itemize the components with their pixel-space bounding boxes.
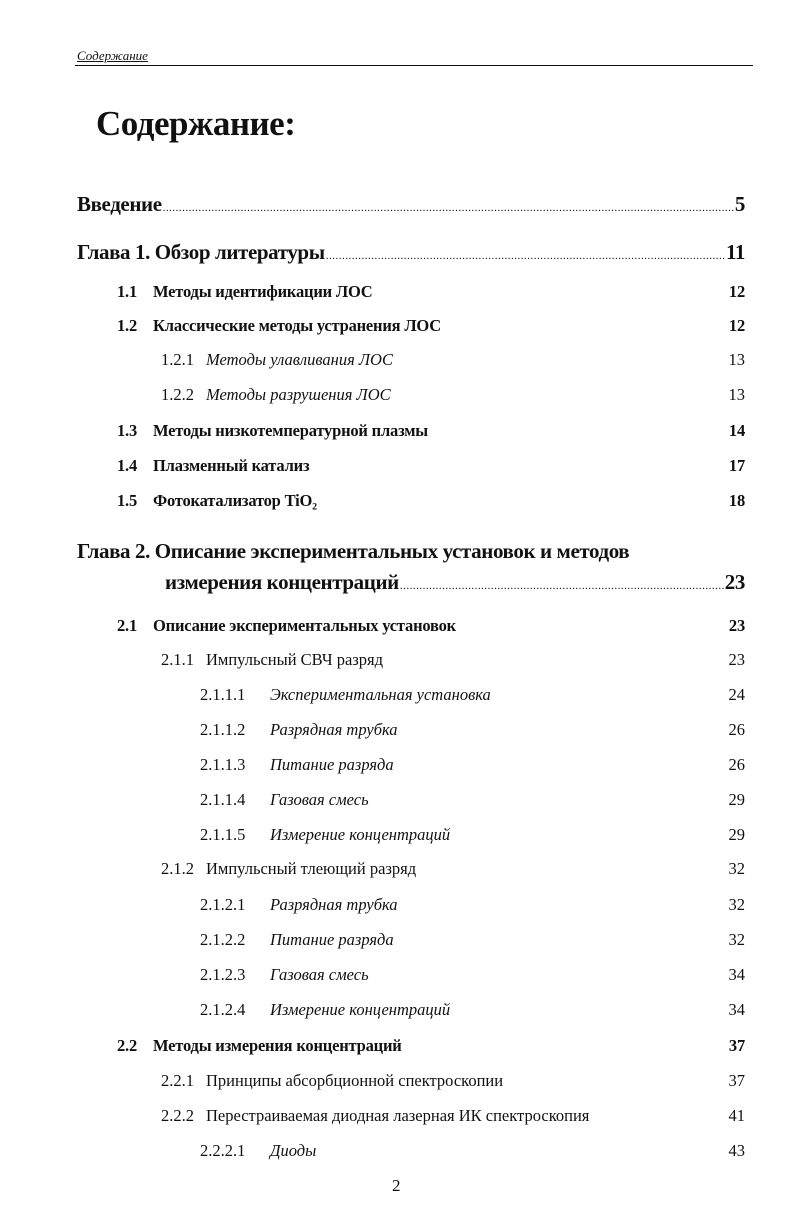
toc-entry[interactable] [77,191,745,217]
toc-entry[interactable] [200,927,745,953]
toc-entry[interactable] [200,962,745,988]
toc-entry-title: Методы идентификации ЛОС [153,282,373,301]
dot-leader [492,684,728,701]
toc-entry-title: Введение [77,192,162,216]
toc-entry-page: 43 [728,1141,745,1160]
toc-entry-number: 2.2.2 [161,1106,194,1125]
toc-entry-number: 2.1.2 [161,859,194,878]
toc-entry-number: 2.1.1.5 [200,825,246,844]
toc-entry-number: 1.5 [117,491,138,510]
dot-leader [457,615,728,632]
toc-entry-page: 34 [728,965,745,984]
dot-leader [374,281,728,298]
page-title: Содержание: [96,104,296,143]
toc-entry-title: Описание экспериментальных установок [153,616,456,635]
dot-leader [429,420,728,437]
toc-entry-title: Фотокатализатор TiO₂ [153,491,317,510]
toc-entry-page: 37 [728,1071,745,1090]
toc-entry-page: 24 [728,685,745,704]
header-rule [75,65,753,66]
toc-entry[interactable] [161,347,745,373]
toc-entry-title: Методы разрушения ЛОС [206,385,391,404]
dot-leader [590,1105,727,1122]
toc-entry-page: 32 [728,859,745,878]
toc-entry-title: Методы улавливания ЛОС [206,350,393,369]
page-number: 2 [392,1176,401,1195]
toc-entry-page: 13 [728,350,745,369]
dot-leader [400,569,724,590]
toc-entry-page: 32 [728,930,745,949]
toc-entry[interactable] [200,717,745,743]
toc-entry[interactable] [200,1138,745,1164]
toc-entry-page: 23 [728,650,745,669]
toc-entry-title: Методы низкотемпературной плазмы [153,421,428,440]
toc-entry-number: 2.2 [117,1036,138,1055]
toc-entry[interactable] [161,647,745,673]
toc-entry[interactable] [200,822,745,848]
toc-entry[interactable] [161,856,745,882]
toc-entry[interactable] [117,488,745,514]
toc-entry-title: Питание разряда [270,930,394,949]
dot-leader [392,384,728,401]
toc-entry-title: Экспериментальная установка [270,685,491,704]
toc-entry-number: 1.2 [117,316,138,335]
toc-entry-title: Классические методы устранения ЛОС [153,316,441,335]
dot-leader [399,719,728,736]
toc-entry[interactable] [117,313,745,339]
toc-entry[interactable] [200,997,745,1023]
toc-entry[interactable] [200,892,745,918]
dot-leader [318,490,728,507]
toc-entry-page: 14 [728,421,745,440]
toc-entry-title: Питание разряда [270,755,394,774]
toc-entry-number: 2.1.1.4 [200,790,246,809]
toc-entry-page: 17 [728,456,745,475]
toc-entry-number: 1.2.1 [161,350,194,369]
toc-entry-page: 11 [725,240,745,264]
toc-entry-number: 2.1.2.3 [200,965,246,984]
toc-entry[interactable] [161,1103,745,1129]
toc-entry-title: Измерение концентраций [270,825,451,844]
toc-entry-page: 29 [728,825,745,844]
dot-leader [370,789,728,806]
toc-entry-title: Принципы абсорбционной спектроскопии [206,1071,504,1090]
toc-entry-number: 1.4 [117,456,138,475]
toc-entry[interactable] [117,453,745,479]
dot-leader [163,191,734,212]
running-header: Содержание [77,48,148,63]
toc-entry-page: 29 [728,790,745,809]
dot-leader [442,315,728,332]
dot-leader [370,964,728,981]
toc-entry-page: 23 [724,570,745,594]
toc-entry-page: 13 [728,385,745,404]
toc-entry-title: Разрядная трубка [270,895,398,914]
dot-leader [504,1070,727,1087]
toc-entry[interactable] [117,613,745,639]
dot-leader [326,239,725,260]
toc-entry-number: 2.1 [117,616,138,635]
toc-entry-number: 2.1.2.2 [200,930,246,949]
dot-leader [310,455,727,472]
toc-entry-page: 5 [734,192,745,216]
toc-entry[interactable] [165,569,745,595]
toc-entry-title: Газовая смесь [270,790,369,809]
toc-entry[interactable] [161,382,745,408]
dot-leader [451,999,727,1016]
toc-entry-title: Глава 1. Обзор литературы [77,240,325,264]
toc-entry[interactable] [161,1068,745,1094]
toc-entry-title-continued: измерения концентраций [165,570,399,594]
toc-entry-number: 1.3 [117,421,138,440]
toc-entry-title: Методы измерения концентраций [153,1036,402,1055]
toc-entry-page: 32 [728,895,745,914]
toc-entry-page: 41 [728,1106,745,1125]
dot-leader [399,894,728,911]
toc-entry-page: 23 [728,616,745,635]
toc-entry[interactable] [117,1033,745,1059]
toc-entry-page: 12 [728,316,745,335]
toc-entry-title: Разрядная трубка [270,720,398,739]
dot-leader [403,1035,728,1052]
toc-entry-number: 1.1 [117,282,138,301]
toc-entry-title: Импульсный тлеющий разряд [206,859,417,878]
toc-entry[interactable] [200,752,745,778]
dot-leader [317,1140,727,1157]
toc-entry-title: Измерение концентраций [270,1000,451,1019]
toc-entry-number: 2.1.1.1 [200,685,246,704]
toc-entry-number: 2.2.2.1 [200,1141,246,1160]
toc-entry-page: 18 [728,491,745,510]
toc-entry-title: Перестраиваемая диодная лазерная ИК спектроскопия [206,1106,590,1125]
toc-entry-number: 2.1.1 [161,650,194,669]
toc-entry-page: 34 [728,1000,745,1019]
toc-entry-page: 37 [728,1036,745,1055]
toc-entry-page: 12 [728,282,745,301]
dot-leader [395,754,728,771]
toc-entry-title: Диоды [270,1141,317,1160]
toc-entry-number: 2.1.1.3 [200,755,246,774]
toc-entry-number: 2.1.1.2 [200,720,246,739]
toc-entry-title: Плазменный катализ [153,456,310,475]
dot-leader [394,349,728,366]
dot-leader [417,858,727,875]
toc-entry[interactable] [200,787,745,813]
toc-entry-number: 2.1.2.1 [200,895,246,914]
toc-entry-number: 2.1.2.4 [200,1000,246,1019]
toc-entry-number: 1.2.2 [161,385,194,404]
toc-entry-number: 2.2.1 [161,1071,194,1090]
toc-entry[interactable] [117,279,745,305]
toc-entry[interactable] [77,239,745,265]
dot-leader [451,824,727,841]
toc-entry-page: 26 [728,720,745,739]
toc-entry-title: Газовая смесь [270,965,369,984]
toc-entry[interactable] [117,418,745,444]
toc-entry-page: 26 [728,755,745,774]
toc-entry[interactable] [200,682,745,708]
toc-entry-title[interactable]: Глава 2. Описание экспериментальных установок и методов [77,539,630,563]
toc-entry-title: Импульсный СВЧ разряд [206,650,384,669]
dot-leader [384,649,727,666]
dot-leader [395,929,728,946]
